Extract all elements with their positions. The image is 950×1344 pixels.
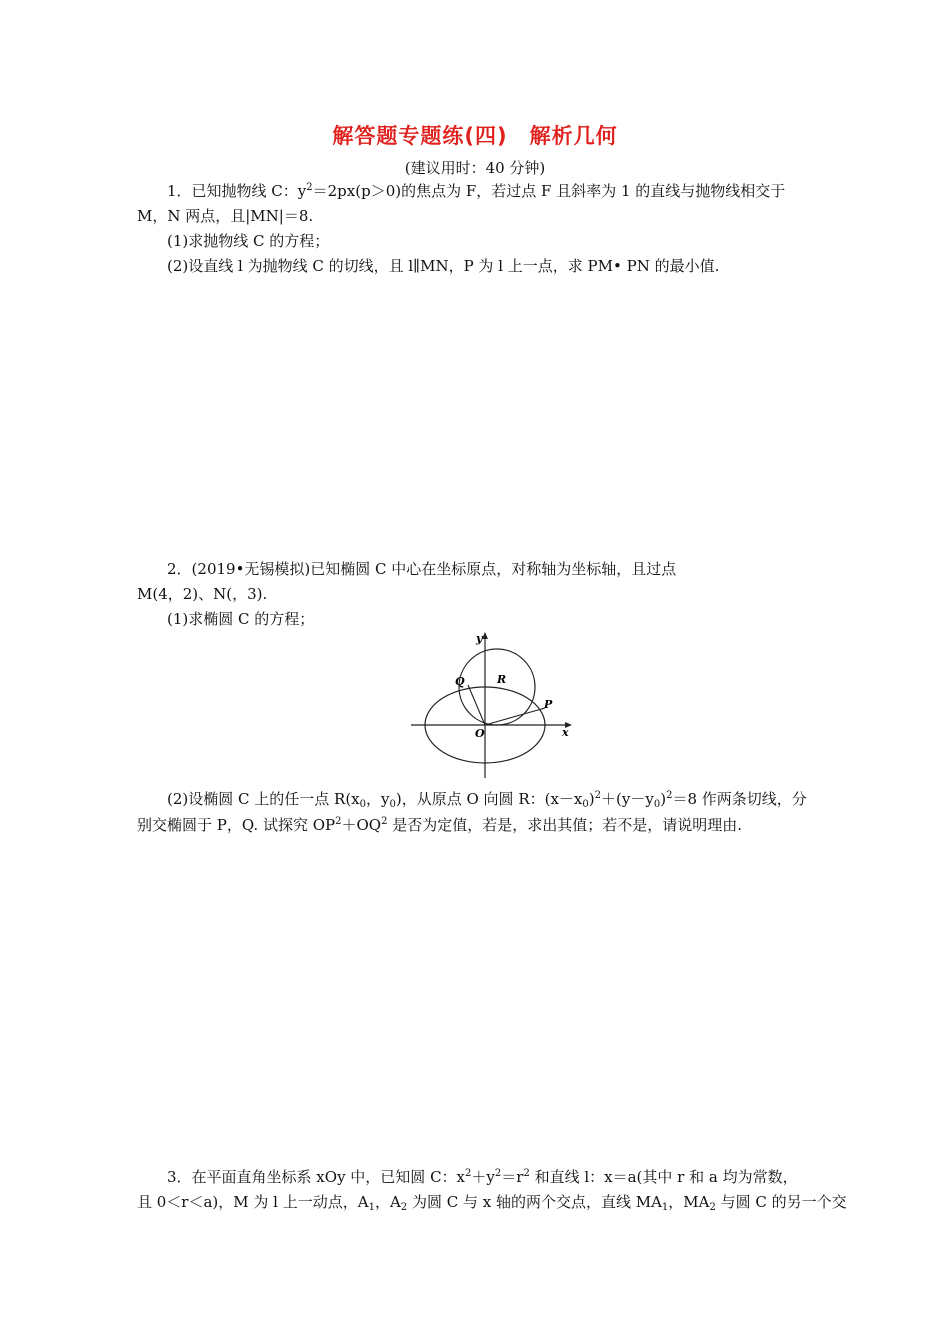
tangent-op [485,708,545,725]
problem1-line2: M，N 两点，且|MN|＝8. [137,207,314,225]
problem1-part1: (1)求抛物线 C 的方程； [167,232,330,250]
problem2-line2: M(4，2)、N(，3). [137,585,268,603]
problem3-line1: 3．在平面直角坐标系 xOy 中，已知圆 C：$x^2+y^2=r^2$ 和直线 l：x＝a(其中 r 和 a 均为常数， [167,1168,798,1186]
page-title: 解答题专题练(四) 解析几何 [332,124,618,148]
label-r: R [497,673,507,686]
problem2-part2-line1: (2)设椭圆 C 上的任一点 $R(x_0$，$y_0$)，从原点 O 向圆 R：$(x-x_0)^2+(y-y_0)^2=8$ 作两条切线，分 [167,790,807,810]
page-subtitle: (建议用时：40 分钟) [404,159,546,177]
label-p: P [544,698,553,711]
problem3-line2: 且 0＜r＜a)，M 为 l 上一动点，$A_1$，$A_2$ 为圆 C 与 x 轴的两个交点，直线 $MA_1$，$MA_2$ 与圆 C 的另一个交 [137,1193,847,1213]
label-x: x [562,726,569,739]
label-q: Q [455,675,465,688]
problem2-part1: (1)求椭圆 C 的方程； [167,610,315,628]
problem1-part2: (2)设直线 l 为抛物线 C 的切线，且 l∥MN，P 为 l 上一点，求 PM• PN 的最小值. [167,257,720,275]
label-o: O [475,727,485,740]
problem1-line1: 1．已知抛物线 C：$y^2=2px(p>0)$的焦点为 F，若过点 F 且斜率为 1 的直线与抛物线相交于 [167,182,786,200]
y-axis-arrow [482,632,488,639]
problem2-part2-line2: 别交椭圆于 P，Q. 试探究 $OP^2+OQ^2$ 是否为定值，若是，求出其值；若不是，请说明理由. [137,816,743,834]
ellipse-circle-figure [405,630,580,782]
problem2-line1: 2．(2019•无锡模拟)已知椭圆 C 中心在坐标原点，对称轴为坐标轴，且过点 [167,560,677,578]
label-y: y [476,632,483,645]
